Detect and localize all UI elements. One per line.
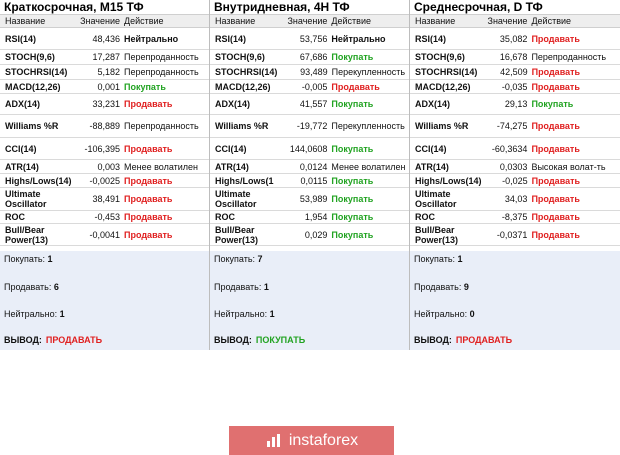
buy-count-label: Покупать:: [4, 254, 46, 264]
indicator-row-bull-bear-power: [410, 224, 620, 246]
indicator-row-roc: [210, 211, 409, 224]
sell-count-value: 1: [263, 282, 269, 292]
neutral-count-value: 1: [59, 309, 65, 319]
indicator-name: ADX(14): [5, 99, 41, 109]
header-name: Название: [5, 16, 46, 26]
indicator-row-highs-lows: [0, 174, 209, 188]
indicator-value: 33,231: [92, 99, 120, 109]
indicator-value: -106,395: [84, 143, 120, 154]
buy-count-line: [414, 254, 463, 264]
buy-count-label: Покупать:: [414, 254, 456, 264]
indicator-name: CCI(14): [415, 143, 447, 154]
indicator-action: Покупать: [331, 194, 374, 204]
verdict-line: [414, 335, 512, 345]
buy-count-label: Покупать:: [214, 254, 256, 264]
indicator-action: Перепроданность: [124, 121, 199, 131]
indicator-row-ultimate-oscillator: [0, 188, 209, 211]
indicator-value: 17,287: [92, 52, 120, 62]
sell-count-value: 6: [53, 282, 59, 292]
indicator-name: STOCHRSI(14): [415, 67, 478, 77]
indicator-value: 67,686: [299, 52, 328, 62]
verdict-value: ПРОДАВАТЬ: [455, 335, 513, 345]
indicator-action: Покупать: [331, 143, 374, 154]
buy-count-value: 1: [47, 254, 53, 264]
indicator-name: RSI(14): [415, 33, 447, 44]
header-action: Действие: [331, 16, 371, 26]
indicator-value: 5,182: [97, 67, 120, 77]
indicator-value: -0,035: [501, 81, 528, 92]
indicator-name: Ultimate Oscillator: [5, 189, 47, 209]
indicator-action: Покупать: [331, 212, 374, 222]
verdict-line: [214, 335, 305, 345]
instaforex-logo-icon: [265, 433, 283, 449]
indicator-name: Bull/Bear Power(13): [415, 224, 459, 245]
indicator-row-stochrsi: [0, 65, 209, 80]
indicator-row-adx: [210, 94, 409, 115]
sell-count-label: Продавать:: [4, 282, 52, 292]
sell-count-line: [4, 282, 59, 292]
indicator-row-ultimate-oscillator: [410, 188, 620, 211]
indicator-value: 53,756: [299, 33, 328, 44]
indicator-row-macd: [210, 80, 409, 94]
logo-text: instaforex: [288, 431, 359, 449]
indicator-action: Покупать: [331, 229, 374, 240]
indicator-row-highs-lows: [410, 174, 620, 188]
indicator-value: 0,029: [304, 229, 328, 240]
indicator-name: ATR(14): [215, 161, 249, 172]
indicator-name: MACD(12,26): [215, 81, 271, 92]
indicator-row-stoch: [210, 50, 409, 65]
indicator-action: Продавать: [531, 143, 580, 154]
indicator-value: 0,0303: [499, 161, 528, 172]
sell-count-label: Продавать:: [414, 282, 462, 292]
indicator-value: -0,005: [301, 81, 328, 92]
table-header: [0, 14, 209, 28]
indicator-name: ATR(14): [5, 161, 39, 172]
indicator-name: MACD(12,26): [415, 81, 471, 92]
indicator-row-adx: [410, 94, 620, 115]
header-action: Действие: [124, 16, 164, 26]
indicator-action: Высокая волат-ть: [531, 161, 606, 172]
header-name: Название: [215, 16, 256, 26]
indicator-name: Williams %R: [215, 121, 269, 131]
indicator-value: -19,772: [296, 121, 328, 131]
indicator-action: Продавать: [124, 99, 173, 109]
indicator-action: Продавать: [124, 194, 173, 204]
indicator-action: Покупать: [331, 99, 374, 109]
indicator-action: Продавать: [531, 67, 581, 77]
indicator-value: -0,0025: [89, 175, 120, 186]
indicator-name: ROC: [415, 212, 435, 222]
indicator-name: STOCH(9,6): [5, 52, 55, 62]
indicator-value: -8,375: [501, 212, 528, 222]
indicator-row-highs-lows: [210, 174, 409, 188]
indicator-action: Покупать: [124, 81, 166, 92]
indicator-row-rsi: [210, 28, 409, 50]
neutral-count-value: 1: [269, 309, 275, 319]
indicator-action: Продавать: [124, 212, 173, 222]
indicator-action: Перепроданность: [124, 52, 199, 62]
indicator-action: Нейтрально: [331, 33, 386, 44]
indicator-action: Продавать: [124, 175, 173, 186]
indicator-action: Перекупленность: [331, 67, 406, 77]
indicator-row-stoch: [0, 50, 209, 65]
indicator-row-ultimate-oscillator: [210, 188, 409, 211]
indicator-row-stochrsi: [410, 65, 620, 80]
verdict-label: ВЫВОД:: [214, 335, 252, 345]
indicator-value: 144,0608: [289, 143, 328, 154]
indicator-action: Продавать: [531, 212, 580, 222]
indicator-value: 42,509: [500, 67, 528, 77]
indicator-name: MACD(12,26): [5, 81, 61, 92]
sell-count-value: 9: [463, 282, 469, 292]
buy-count-line: [214, 254, 263, 264]
indicator-value: 34,03: [504, 194, 528, 204]
indicator-action: Перепроданность: [531, 52, 607, 62]
indicator-value: -0,453: [94, 212, 120, 222]
indicator-action: Покупать: [331, 52, 374, 62]
indicator-action: Перепроданность: [124, 67, 199, 77]
indicator-action: Продавать: [531, 81, 580, 92]
indicator-name: Highs/Lows(14): [5, 175, 72, 186]
indicator-action: Продавать: [331, 81, 380, 92]
indicator-name: ADX(14): [215, 99, 251, 109]
indicator-action: Менее волатилен: [331, 161, 406, 172]
indicator-row-bull-bear-power: [210, 224, 409, 246]
indicator-value: 0,003: [97, 161, 120, 172]
indicator-action: Продавать: [531, 194, 580, 204]
indicator-row-roc: [410, 211, 620, 224]
indicator-row-atr: [410, 160, 620, 174]
indicator-name: STOCH(9,6): [415, 52, 465, 62]
indicator-value: -74,275: [496, 121, 528, 131]
indicator-name: ATR(14): [415, 161, 449, 172]
indicator-name: STOCHRSI(14): [215, 67, 278, 77]
indicator-row-macd: [410, 80, 620, 94]
indicator-action: Покупать: [531, 99, 574, 109]
indicator-name: RSI(14): [215, 33, 247, 44]
indicator-row-stoch: [410, 50, 620, 65]
indicator-row-stochrsi: [210, 65, 409, 80]
sell-count-line: [414, 282, 469, 292]
indicator-name: Ultimate Oscillator: [415, 189, 457, 209]
indicator-value: 0,001: [97, 81, 120, 92]
neutral-count-line: [4, 309, 65, 319]
indicator-value: -0,0041: [89, 229, 120, 240]
indicator-value: 29,13: [504, 99, 528, 109]
header-name: Название: [415, 16, 456, 26]
indicator-name: Bull/Bear Power(13): [5, 224, 49, 245]
indicator-name: CCI(14): [215, 143, 247, 154]
neutral-count-label: Нейтрально:: [214, 309, 268, 319]
indicator-action: Продавать: [124, 143, 173, 154]
indicator-name: Highs/Lows(1: [215, 175, 274, 186]
summary-panel: [410, 251, 620, 350]
indicator-name: CCI(14): [5, 143, 37, 154]
buy-count-value: 1: [457, 254, 463, 264]
indicator-value: -88,889: [89, 121, 120, 131]
indicator-value: 48,436: [92, 33, 120, 44]
verdict-line: [4, 335, 102, 345]
indicator-row-adx: [0, 94, 209, 115]
verdict-value: ПРОДАВАТЬ: [45, 335, 103, 345]
indicator-name: Bull/Bear Power(13): [215, 224, 259, 245]
indicator-value: -0,0371: [496, 229, 528, 240]
indicator-name: STOCHRSI(14): [5, 67, 68, 77]
summary-panel: [0, 251, 209, 350]
indicator-action: Продавать: [531, 229, 580, 240]
indicator-row-rsi: [0, 28, 209, 50]
neutral-count-line: [414, 309, 475, 319]
indicator-value: 41,557: [299, 99, 328, 109]
indicator-action: Перекупленность: [331, 121, 405, 131]
timeframe-d: [409, 0, 620, 350]
verdict-label: ВЫВОД:: [414, 335, 452, 345]
indicator-row-roc: [0, 211, 209, 224]
indicator-value: 53,989: [299, 194, 328, 204]
indicator-action: Менее волатилен: [124, 161, 199, 172]
indicator-value: 1,954: [304, 212, 328, 222]
indicator-value: 35,082: [499, 33, 528, 44]
neutral-count-line: [214, 309, 275, 319]
header-value: Значение: [287, 16, 328, 26]
indicator-name: Ultimate Oscillator: [215, 189, 257, 209]
verdict-label: ВЫВОД:: [4, 335, 42, 345]
indicator-action: Продавать: [531, 33, 580, 44]
indicator-action: Покупать: [331, 175, 374, 186]
indicator-name: Williams %R: [415, 121, 469, 131]
indicator-row-macd: [0, 80, 209, 94]
indicator-row-williams: [410, 115, 620, 138]
buy-count-value: 7: [257, 254, 263, 264]
indicator-value: 16,678: [499, 52, 528, 62]
timeframe-title-4h: Внутридневная, 4H ТФ: [214, 0, 350, 14]
indicator-row-williams: [210, 115, 409, 138]
indicator-value: 0,0124: [299, 161, 328, 172]
timeframe-m15: [0, 0, 209, 350]
indicator-row-cci: [410, 138, 620, 160]
timeframe-4h: [209, 0, 409, 350]
indicator-name: ROC: [215, 212, 235, 222]
neutral-count-label: Нейтрально:: [414, 309, 468, 319]
indicator-value: 0,0115: [300, 175, 328, 186]
header-value: Значение: [487, 16, 528, 26]
indicator-value: -60,3634: [491, 143, 528, 154]
summary-panel: [210, 251, 409, 350]
header-value: Значение: [80, 16, 120, 26]
indicator-row-cci: [210, 138, 409, 160]
indicator-value: 38,491: [92, 194, 120, 204]
indicator-name: RSI(14): [5, 33, 37, 44]
table-header: [210, 14, 409, 28]
header-action: Действие: [531, 16, 572, 26]
indicator-row-atr: [210, 160, 409, 174]
indicator-name: Highs/Lows(14): [415, 175, 482, 186]
instaforex-logo: [229, 426, 394, 455]
indicator-value: -0,025: [502, 175, 528, 186]
indicator-row-cci: [0, 138, 209, 160]
indicator-action: Нейтрально: [124, 33, 179, 44]
indicator-name: Williams %R: [5, 121, 59, 131]
indicator-action: Продавать: [124, 229, 173, 240]
table-header: [410, 14, 620, 28]
indicator-row-williams: [0, 115, 209, 138]
indicator-value: 93,489: [300, 67, 328, 77]
timeframe-title-d: Среднесрочная, D ТФ: [414, 0, 543, 14]
indicator-name: ROC: [5, 212, 25, 222]
sell-count-label: Продавать:: [214, 282, 262, 292]
sell-count-line: [214, 282, 269, 292]
indicator-row-bull-bear-power: [0, 224, 209, 246]
indicator-name: STOCH(9,6): [215, 52, 265, 62]
indicator-row-rsi: [410, 28, 620, 50]
indicator-row-atr: [0, 160, 209, 174]
buy-count-line: [4, 254, 53, 264]
timeframe-title-m15: Краткосрочная, M15 ТФ: [4, 0, 144, 14]
indicator-name: ADX(14): [415, 99, 451, 109]
verdict-value: ПОКУПАТЬ: [255, 335, 306, 345]
indicator-action: Продавать: [531, 121, 580, 131]
neutral-count-label: Нейтрально:: [4, 309, 58, 319]
neutral-count-value: 0: [469, 309, 475, 319]
indicator-action: Продавать: [531, 175, 581, 186]
